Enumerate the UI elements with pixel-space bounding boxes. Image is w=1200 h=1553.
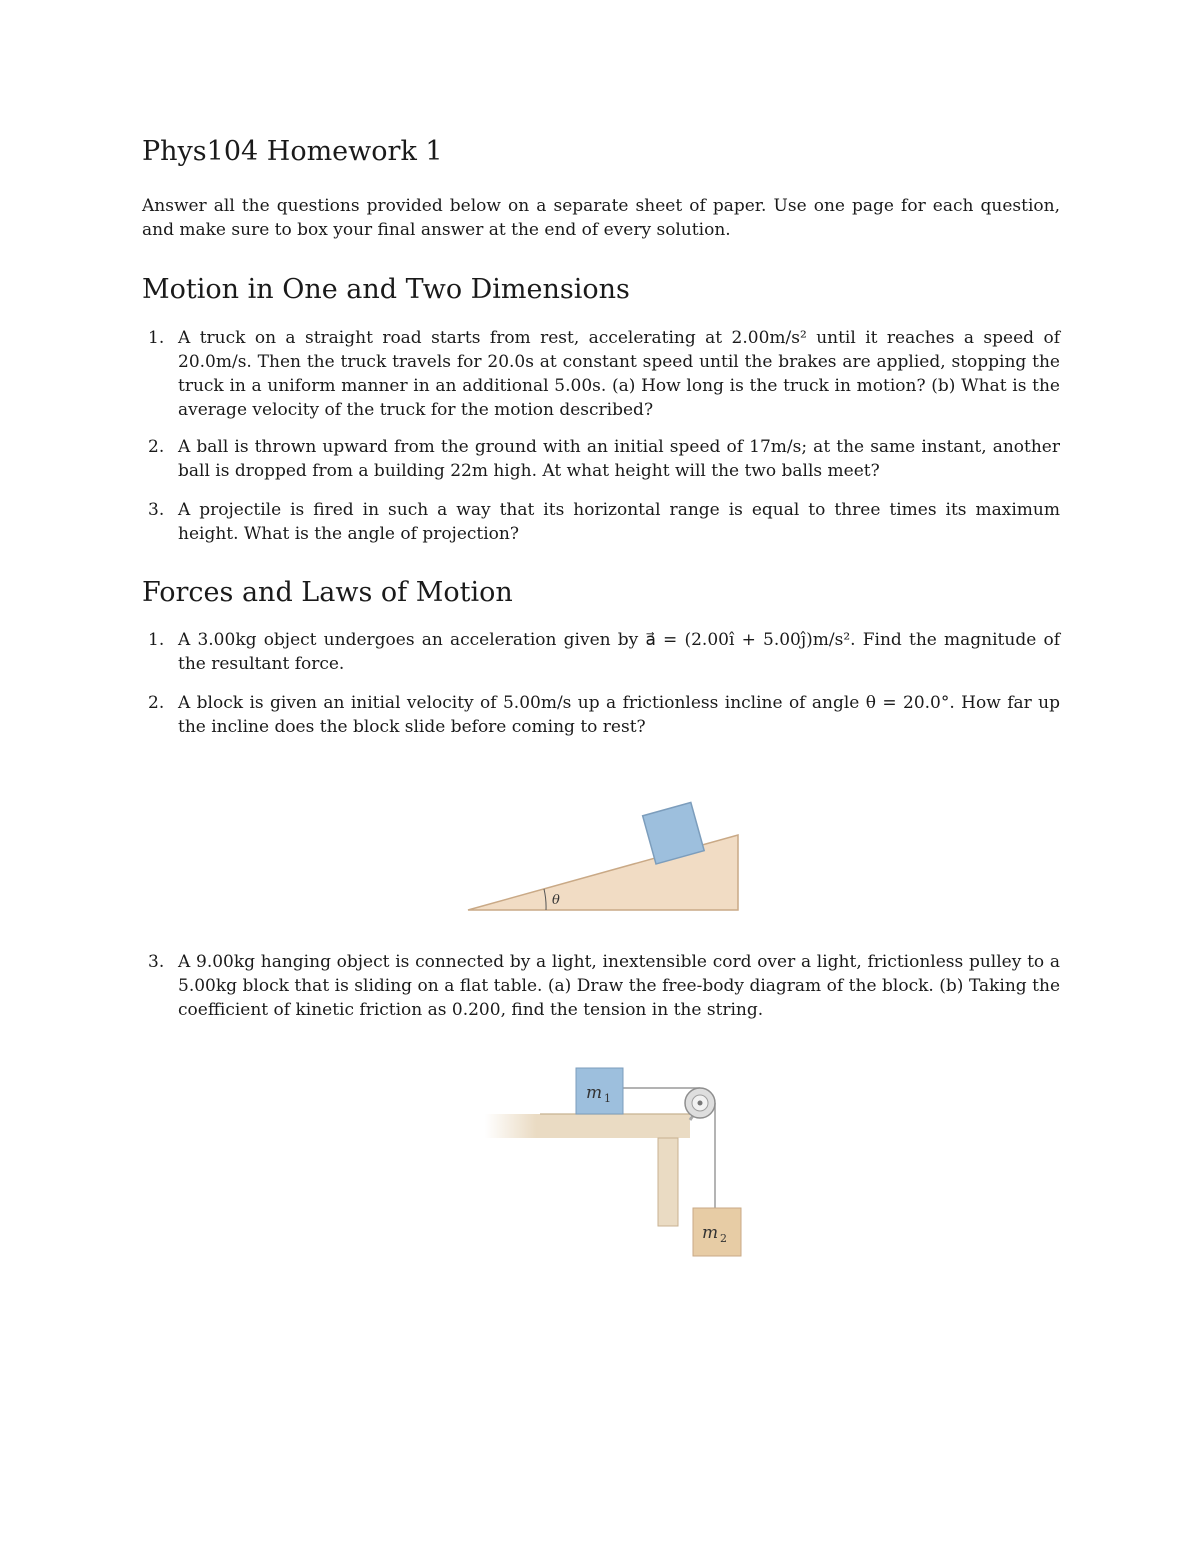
question-text: A 3.00kg object undergoes an acceleration given by a⃗ = (2.00î + 5.00ĵ)m/s². Find the magnitude of the resultant force. <box>178 630 1060 674</box>
question-number: 3. <box>148 500 165 520</box>
section-title-motion: Motion in One and Two Dimensions <box>142 274 630 305</box>
question-text: A block is given an initial velocity of 5.00m/s up a frictionless incline of angle θ = 20.0°. How far up the incline does the block slide before coming to rest? <box>178 693 1060 737</box>
section-title-forces: Forces and Laws of Motion <box>142 577 513 608</box>
m2-label: m <box>702 1223 719 1243</box>
list-item <box>148 435 1060 483</box>
question-number: 2. <box>148 693 165 713</box>
page-title: Phys104 Homework 1 <box>142 136 443 167</box>
table-leg <box>658 1138 678 1226</box>
m2-subscript: 2 <box>720 1232 727 1245</box>
m1-label: m <box>586 1083 603 1103</box>
m1-subscript: 1 <box>604 1092 611 1105</box>
question-text: A 9.00kg hanging object is connected by a light, inextensible cord over a light, frictionless pulley to a 5.00kg block that is sliding on a flat table. (a) Draw the free-body diagram of the block. (b) Taking the coefficient of kinetic friction as 0.200, find the tension in the string. <box>178 952 1060 1020</box>
question-text: A ball is thrown upward from the ground with an initial speed of 17m/s; at the same instant, another ball is dropped from a building 22m high. At what height will the two balls meet? <box>178 437 1060 481</box>
list-item <box>148 950 1060 1022</box>
table-top <box>485 1114 690 1138</box>
list-item <box>148 326 1060 422</box>
pulley-figure <box>480 1060 760 1270</box>
list-item <box>148 628 1060 676</box>
question-text: A projectile is fired in such a way that its horizontal range is equal to three times its maximum height. What is the angle of projection? <box>178 500 1060 544</box>
incline-figure <box>460 790 750 915</box>
question-text: A truck on a straight road starts from rest, accelerating at 2.00m/s² until it reaches a speed of 20.0m/s. Then the truck travels for 20.0s at constant speed until the brakes are applied, stopping the truck in a uniform manner in an additional 5.00s. (a) How long is the truck in motion? (b) What is the average velocity of the truck for the motion described? <box>178 328 1060 420</box>
question-number: 1. <box>148 630 165 650</box>
list-item <box>148 691 1060 739</box>
list-item <box>148 498 1060 546</box>
intro-paragraph: Answer all the questions provided below on a separate sheet of paper. Use one page for each question, and make sure to box your final answer at the end of every solution. <box>142 196 1060 240</box>
angle-label: θ <box>552 893 560 908</box>
question-number: 2. <box>148 437 165 457</box>
question-number: 1. <box>148 328 165 348</box>
question-number: 3. <box>148 952 165 972</box>
